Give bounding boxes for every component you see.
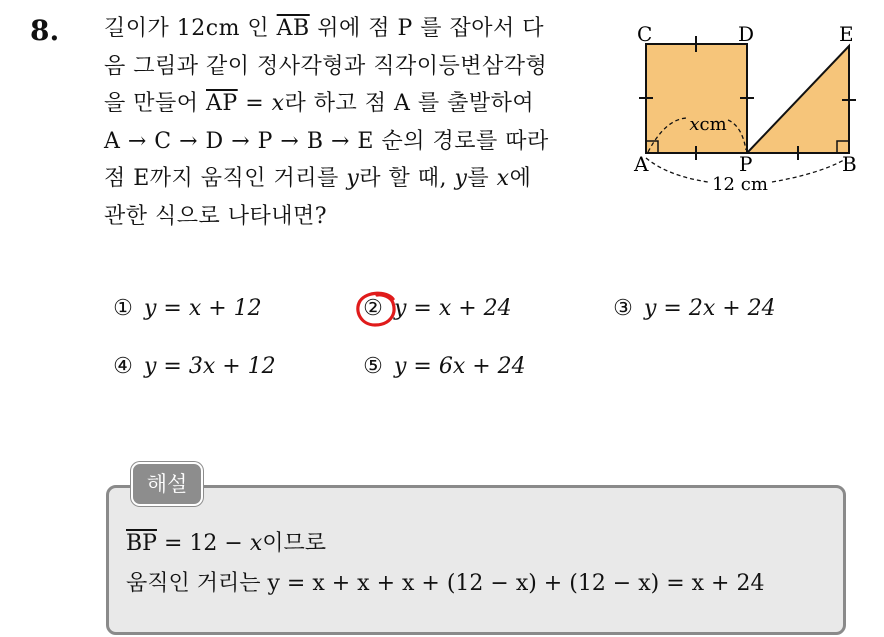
label-a: A (634, 152, 649, 176)
label-p: P (739, 152, 753, 176)
choice-3[interactable]: ③ y = 2x + 24 (613, 296, 776, 321)
question-line-4: A → C → D → P → B → E 순의 경로를 따라 (104, 128, 549, 154)
question-text (104, 10, 614, 235)
solution-box (106, 485, 846, 635)
answer-circle-mark (353, 289, 401, 329)
segment-bp: $\overline{BP}$ (126, 531, 157, 556)
length-12cm-label: 12 cm (712, 174, 768, 195)
solution-line-2: 움직인 거리는 y = x + x + x + (12 − x) + (12 − x) = x + 24 (126, 571, 765, 596)
question-line-2: 음 그림과 같이 정사각형과 직각이등변삼각형 (104, 53, 548, 79)
square-acdp (646, 44, 747, 153)
choice-5[interactable]: ⑤ y = 6x + 24 (363, 354, 526, 379)
segment-ap: $\overline{AP}$ (206, 91, 238, 116)
question-line-3: 을 만들어 $\overline{AP} = x$라 하고 점 A 를 출발하여 (104, 91, 535, 116)
segment-ab: $\overline{AB}$ (276, 16, 310, 41)
label-e: E (839, 22, 854, 46)
geometry-figure (628, 14, 868, 204)
question-line-5: 점 E까지 움직인 거리를 y라 할 때, y를 x에 (104, 166, 532, 191)
label-b: B (842, 152, 857, 176)
question-line-1: 길이가 12cm 인 $\overline{AB}$ 위에 점 P 를 잡아서 다 (104, 16, 545, 41)
question-line-6: 관한 식으로 나타내면? (104, 203, 328, 229)
solution-line-1: $\overline{BP} = 12 - x$이므로 (126, 531, 327, 556)
choice-2[interactable]: ② y = x + 24 (363, 296, 512, 321)
triangle-pbe (747, 46, 849, 153)
choice-4[interactable]: ④ y = 3x + 12 (113, 354, 276, 379)
x-cm-label: xcm (689, 114, 727, 135)
label-c: C (637, 22, 653, 46)
solution-tag: 해설 (131, 462, 203, 506)
choice-1[interactable]: ① y = x + 12 (113, 296, 262, 321)
question-number: 8. (30, 14, 60, 47)
label-d: D (738, 22, 755, 46)
